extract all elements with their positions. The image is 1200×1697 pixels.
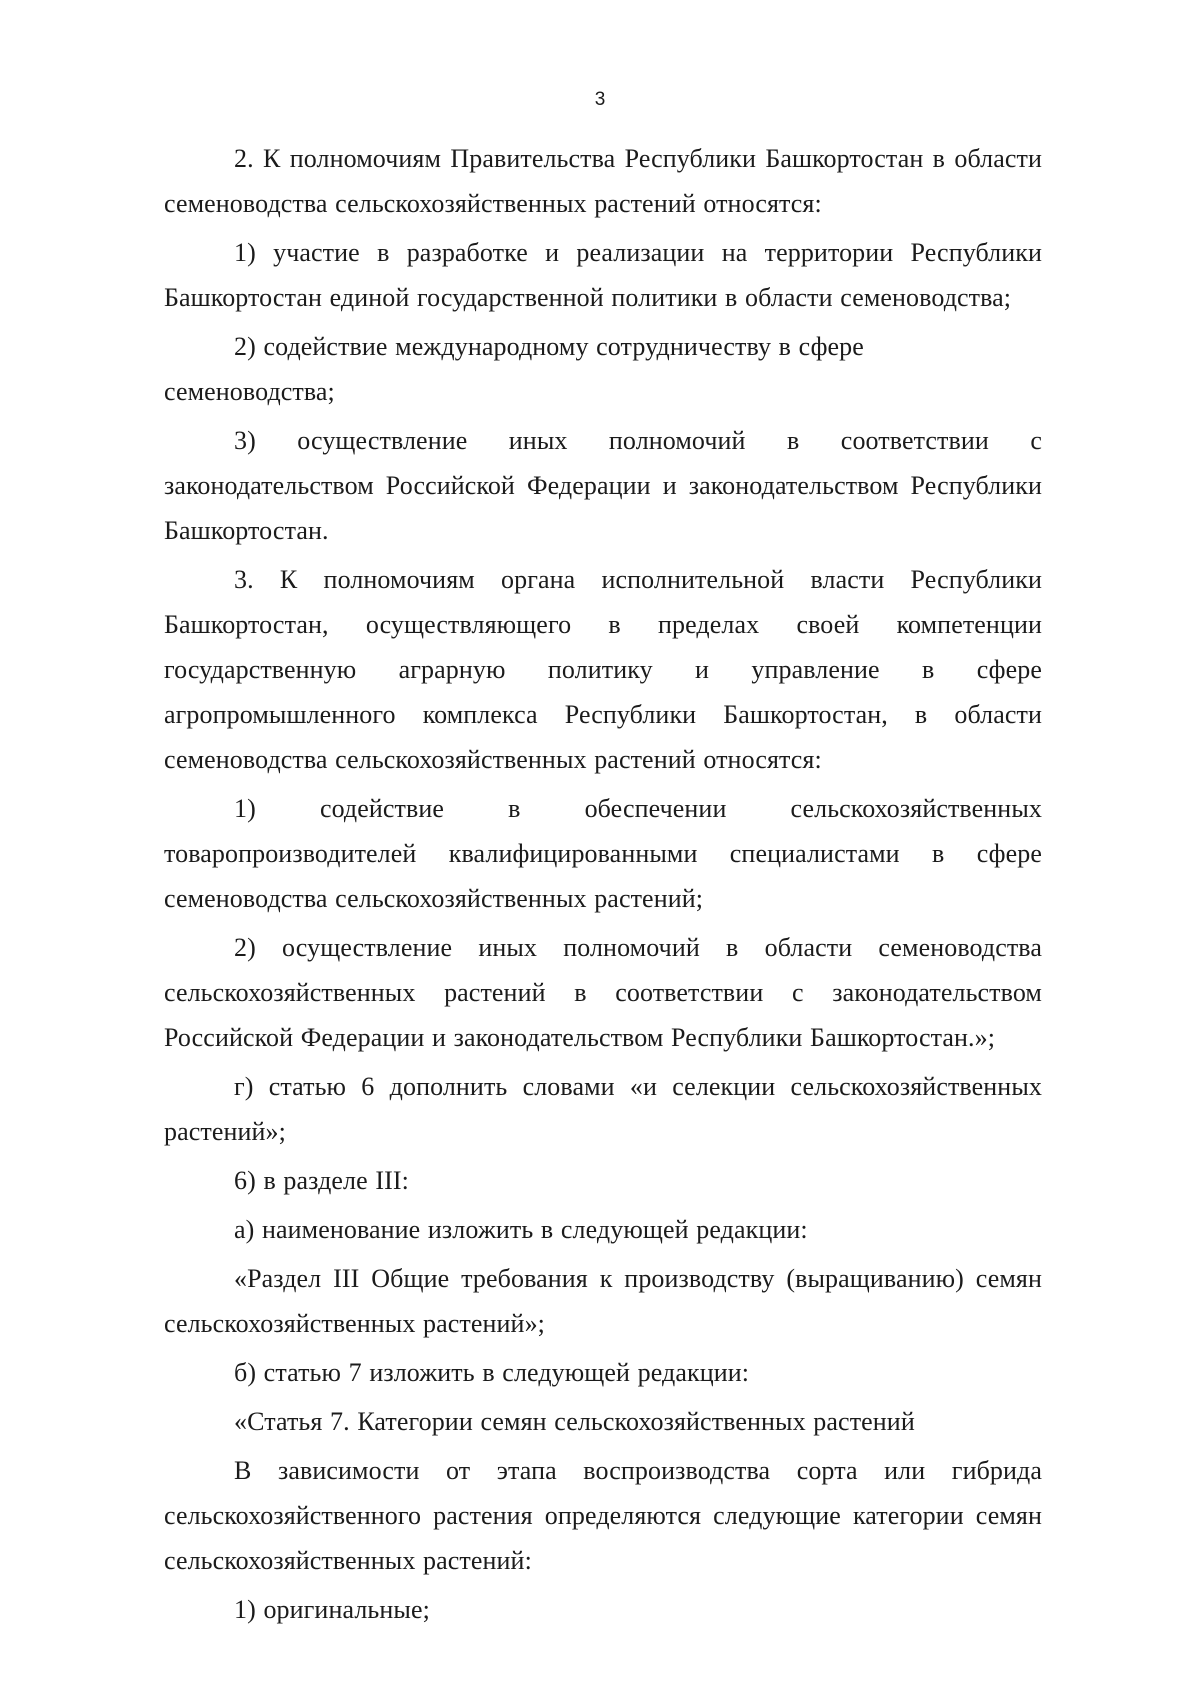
paragraph-subitem-1-qualified-specialists: 1) содействие в обеспечении сельскохозяйственных товаропроизводителей квалифицированными специалистами в сфере семеноводства сельскохозяйственных растений;: [164, 794, 1042, 913]
document-body: [164, 136, 1042, 1636]
paragraph-amendment-article-7: б) статью 7 изложить в следующей редакции:: [234, 1358, 750, 1387]
page-number: 3: [594, 89, 606, 110]
paragraph-seed-categories-intro: В зависимости от этапа воспроизводства сорта или гибрида сельскохозяйственного растения определяются следующие категории семян сельскохозяйственных растений:: [164, 1456, 1042, 1575]
paragraph-amendment-title: а) наименование изложить в следующей редакции:: [234, 1215, 808, 1244]
paragraph-subitem-2-other-powers: 2) осуществление иных полномочий в области семеноводства сельскохозяйственных растений в соответствии с законодательством Российской Федерации и законодательством Республики Башкортостан.»;: [164, 933, 1042, 1052]
paragraph-subitem-3-other-powers: 3) осуществление иных полномочий в соответствии с законодательством Российской Федерации и законодательством Республики Башкортостан.: [164, 426, 1042, 545]
paragraph-item-2-government-powers: 2. К полномочиям Правительства Республики Башкортостан в области семеноводства сельскохозяйственных растений относятся:: [164, 144, 1042, 218]
paragraph-amendment-article-6: г) статью 6 дополнить словами «и селекции сельскохозяйственных растений»;: [164, 1072, 1042, 1146]
paragraph-category-original: 1) оригинальные;: [234, 1595, 430, 1624]
paragraph-subitem-2-international-cooperation: 2) содействие международному сотрудничеству в сфере семеноводства;: [164, 332, 864, 406]
paragraph-section-iii-heading: 6) в разделе III:: [234, 1166, 409, 1195]
paragraph-subitem-1-state-policy: 1) участие в разработке и реализации на территории Республики Башкортостан единой государственной политики в области семеноводства;: [164, 238, 1042, 312]
paragraph-section-iii-new-title: «Раздел III Общие требования к производству (выращиванию) семян сельскохозяйственных растений»;: [164, 1264, 1042, 1338]
paragraph-article-7-heading: «Статья 7. Категории семян сельскохозяйственных растений: [234, 1407, 915, 1436]
paragraph-item-3-executive-body-powers: 3. К полномочиям органа исполнительной власти Республики Башкортостан, осуществляющего в пределах своей компетенции государственную аграрную политику и управление в сфере агропромышленного комплекса Республики Башкортостан, в области семеноводства сельскохозяйственных растений относятся:: [164, 565, 1042, 774]
